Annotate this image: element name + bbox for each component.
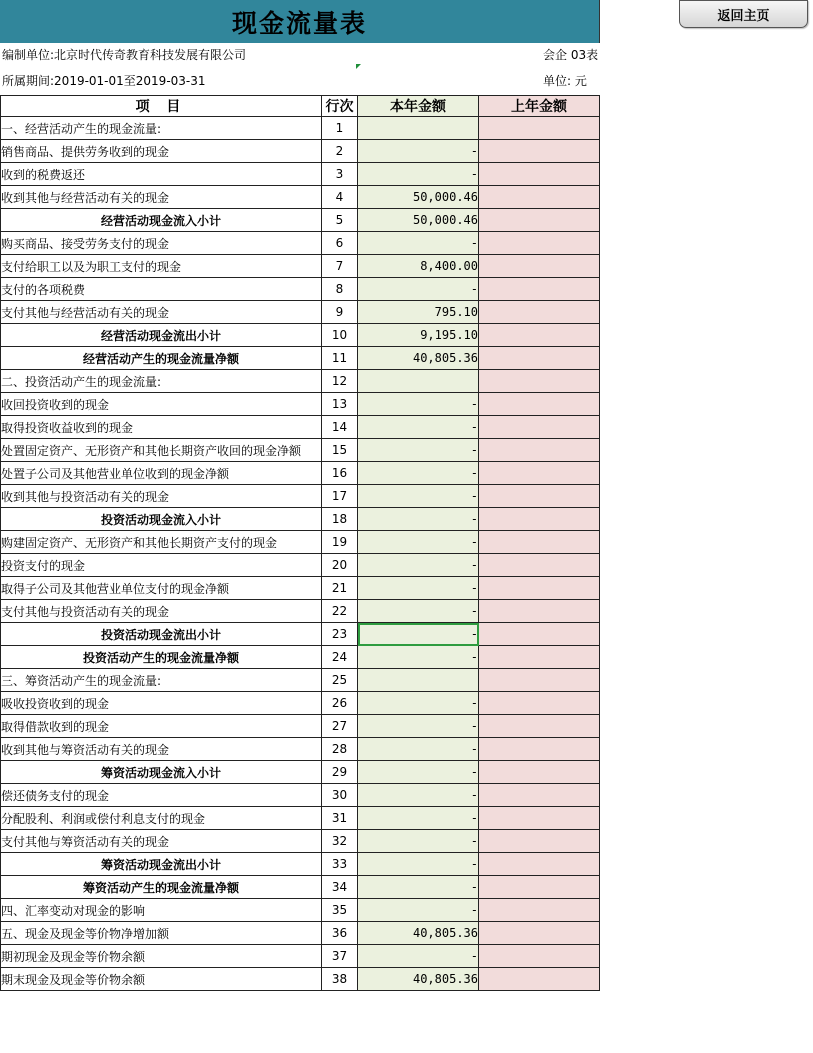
row-line-no[interactable]: 14 bbox=[322, 416, 358, 439]
table-row bbox=[1, 554, 600, 577]
row-line-no[interactable]: 32 bbox=[322, 830, 358, 853]
row-line-no[interactable]: 23 bbox=[322, 623, 358, 646]
row-item-label[interactable]: 销售商品、提供劳务收到的现金 bbox=[1, 140, 322, 163]
table-row bbox=[1, 485, 600, 508]
row-line-no[interactable]: 33 bbox=[322, 853, 358, 876]
row-current-amount[interactable]: - bbox=[358, 830, 479, 853]
row-current-amount[interactable]: 40,805.36 bbox=[358, 922, 479, 945]
row-prior-amount[interactable] bbox=[479, 669, 600, 692]
row-item-label[interactable]: 期初现金及现金等价物余额 bbox=[1, 945, 322, 968]
row-prior-amount[interactable] bbox=[479, 692, 600, 715]
table-row bbox=[1, 255, 600, 278]
row-current-amount[interactable]: - bbox=[358, 761, 479, 784]
row-item-label[interactable]: 收到其他与投资活动有关的现金 bbox=[1, 485, 322, 508]
row-prior-amount[interactable] bbox=[479, 462, 600, 485]
table-row bbox=[1, 370, 600, 393]
row-prior-amount[interactable] bbox=[479, 807, 600, 830]
table-row bbox=[1, 715, 600, 738]
table-row bbox=[1, 738, 600, 761]
row-prior-amount[interactable] bbox=[479, 508, 600, 531]
row-line-no[interactable]: 22 bbox=[322, 600, 358, 623]
row-current-amount[interactable]: - bbox=[358, 600, 479, 623]
row-item-label[interactable]: 收回投资收到的现金 bbox=[1, 393, 322, 416]
row-line-no[interactable]: 25 bbox=[322, 669, 358, 692]
row-prior-amount[interactable] bbox=[479, 370, 600, 393]
row-item-label[interactable]: 收到的税费返还 bbox=[1, 163, 322, 186]
row-item-label[interactable]: 四、汇率变动对现金的影响 bbox=[1, 899, 322, 922]
row-current-amount[interactable]: - bbox=[358, 646, 479, 669]
row-item-label[interactable]: 取得借款收到的现金 bbox=[1, 715, 322, 738]
row-current-amount[interactable]: - bbox=[358, 784, 479, 807]
table-row bbox=[1, 163, 600, 186]
row-prior-amount[interactable] bbox=[479, 945, 600, 968]
row-prior-amount[interactable] bbox=[479, 439, 600, 462]
cell-comment-marker bbox=[356, 64, 361, 69]
row-current-amount[interactable]: 795.10 bbox=[358, 301, 479, 324]
row-prior-amount[interactable] bbox=[479, 278, 600, 301]
table-row bbox=[1, 692, 600, 715]
row-current-amount[interactable]: - bbox=[358, 577, 479, 600]
row-prior-amount[interactable] bbox=[479, 761, 600, 784]
table-row bbox=[1, 830, 600, 853]
table-row bbox=[1, 117, 600, 140]
row-prior-amount[interactable] bbox=[479, 784, 600, 807]
table-row bbox=[1, 968, 600, 991]
table-row bbox=[1, 416, 600, 439]
row-current-amount[interactable]: - bbox=[358, 899, 479, 922]
row-line-no[interactable]: 1 bbox=[322, 117, 358, 140]
row-line-no[interactable]: 21 bbox=[322, 577, 358, 600]
currency-unit: 单位: 元 bbox=[543, 74, 587, 88]
row-current-amount[interactable]: - bbox=[358, 278, 479, 301]
row-line-no[interactable]: 20 bbox=[322, 554, 358, 577]
row-line-no[interactable]: 36 bbox=[322, 922, 358, 945]
row-item-label[interactable]: 五、现金及现金等价物净增加额 bbox=[1, 922, 322, 945]
table-row bbox=[1, 209, 600, 232]
row-current-amount[interactable]: - bbox=[358, 531, 479, 554]
row-item-label[interactable]: 经营活动现金流出小计 bbox=[1, 324, 322, 347]
table-row bbox=[1, 669, 600, 692]
row-item-label[interactable]: 处置子公司及其他营业单位收到的现金净额 bbox=[1, 462, 322, 485]
row-prior-amount[interactable] bbox=[479, 922, 600, 945]
row-prior-amount[interactable] bbox=[479, 393, 600, 416]
table-row bbox=[1, 761, 600, 784]
row-item-label[interactable]: 购买商品、接受劳务支付的现金 bbox=[1, 232, 322, 255]
row-line-no[interactable]: 24 bbox=[322, 646, 358, 669]
row-line-no[interactable]: 18 bbox=[322, 508, 358, 531]
row-current-amount[interactable]: - bbox=[358, 140, 479, 163]
row-item-label[interactable]: 筹资活动产生的现金流量净额 bbox=[1, 876, 322, 899]
header-prior-year: 上年金额 bbox=[479, 96, 600, 117]
row-prior-amount[interactable] bbox=[479, 531, 600, 554]
row-line-no[interactable]: 7 bbox=[322, 255, 358, 278]
row-line-no[interactable]: 31 bbox=[322, 807, 358, 830]
row-prior-amount[interactable] bbox=[479, 416, 600, 439]
table-row bbox=[1, 232, 600, 255]
header-current-year: 本年金额 bbox=[358, 96, 479, 117]
row-line-no[interactable]: 38 bbox=[322, 968, 358, 991]
row-item-label[interactable]: 经营活动产生的现金流量净额 bbox=[1, 347, 322, 370]
row-prior-amount[interactable] bbox=[479, 600, 600, 623]
table-row bbox=[1, 186, 600, 209]
row-item-label[interactable]: 吸收投资收到的现金 bbox=[1, 692, 322, 715]
row-line-no[interactable]: 28 bbox=[322, 738, 358, 761]
row-line-no[interactable]: 5 bbox=[322, 209, 358, 232]
row-prior-amount[interactable] bbox=[479, 646, 600, 669]
row-item-label[interactable]: 取得投资收益收到的现金 bbox=[1, 416, 322, 439]
row-current-amount[interactable] bbox=[358, 117, 479, 140]
row-item-label[interactable]: 支付其他与筹资活动有关的现金 bbox=[1, 830, 322, 853]
row-current-amount[interactable]: 40,805.36 bbox=[358, 347, 479, 370]
row-item-label[interactable]: 购建固定资产、无形资产和其他长期资产支付的现金 bbox=[1, 531, 322, 554]
row-line-no[interactable]: 2 bbox=[322, 140, 358, 163]
row-item-label[interactable]: 取得子公司及其他营业单位支付的现金净额 bbox=[1, 577, 322, 600]
table-row bbox=[1, 140, 600, 163]
row-prior-amount[interactable] bbox=[479, 485, 600, 508]
row-item-label[interactable]: 三、筹资活动产生的现金流量: bbox=[1, 669, 322, 692]
row-line-no[interactable]: 37 bbox=[322, 945, 358, 968]
row-current-amount[interactable]: - bbox=[358, 554, 479, 577]
row-line-no[interactable]: 9 bbox=[322, 301, 358, 324]
row-current-amount[interactable] bbox=[358, 669, 479, 692]
row-prior-amount[interactable] bbox=[479, 899, 600, 922]
row-prior-amount[interactable] bbox=[479, 140, 600, 163]
reporting-period: 所属期间:2019-01-01至2019-03-31 bbox=[2, 74, 206, 88]
table-row bbox=[1, 462, 600, 485]
row-line-no[interactable]: 35 bbox=[322, 899, 358, 922]
row-prior-amount[interactable] bbox=[479, 301, 600, 324]
row-prior-amount[interactable] bbox=[479, 117, 600, 140]
row-item-label[interactable]: 偿还债务支付的现金 bbox=[1, 784, 322, 807]
table-row bbox=[1, 508, 600, 531]
table-row bbox=[1, 531, 600, 554]
row-prior-amount[interactable] bbox=[479, 163, 600, 186]
row-line-no[interactable]: 19 bbox=[322, 531, 358, 554]
row-item-label[interactable]: 分配股利、利润或偿付利息支付的现金 bbox=[1, 807, 322, 830]
row-item-label[interactable]: 支付其他与经营活动有关的现金 bbox=[1, 301, 322, 324]
row-line-no[interactable]: 16 bbox=[322, 462, 358, 485]
table-row bbox=[1, 347, 600, 370]
row-item-label[interactable]: 支付给职工以及为职工支付的现金 bbox=[1, 255, 322, 278]
header-line-no: 行次 bbox=[322, 96, 358, 117]
row-prior-amount[interactable] bbox=[479, 324, 600, 347]
row-item-label[interactable]: 支付的各项税费 bbox=[1, 278, 322, 301]
row-current-amount[interactable]: - bbox=[358, 163, 479, 186]
row-item-label[interactable]: 收到其他与经营活动有关的现金 bbox=[1, 186, 322, 209]
table-row bbox=[1, 600, 600, 623]
row-line-no[interactable]: 12 bbox=[322, 370, 358, 393]
row-current-amount[interactable]: 50,000.46 bbox=[358, 209, 479, 232]
row-prior-amount[interactable] bbox=[479, 255, 600, 278]
row-line-no[interactable]: 4 bbox=[322, 186, 358, 209]
form-code: 会企 03表 bbox=[543, 48, 599, 62]
table-row bbox=[1, 899, 600, 922]
row-current-amount[interactable]: - bbox=[358, 623, 479, 646]
row-line-no[interactable]: 8 bbox=[322, 278, 358, 301]
row-current-amount[interactable]: - bbox=[358, 416, 479, 439]
table-row bbox=[1, 784, 600, 807]
row-prior-amount[interactable] bbox=[479, 554, 600, 577]
row-prior-amount[interactable] bbox=[479, 209, 600, 232]
row-current-amount[interactable]: - bbox=[358, 232, 479, 255]
row-line-no[interactable]: 15 bbox=[322, 439, 358, 462]
row-item-label[interactable]: 支付其他与投资活动有关的现金 bbox=[1, 600, 322, 623]
table-row bbox=[1, 301, 600, 324]
row-item-label[interactable]: 筹资活动现金流出小计 bbox=[1, 853, 322, 876]
row-line-no[interactable]: 17 bbox=[322, 485, 358, 508]
table-row bbox=[1, 324, 600, 347]
row-prior-amount[interactable] bbox=[479, 715, 600, 738]
row-item-label[interactable]: 收到其他与筹资活动有关的现金 bbox=[1, 738, 322, 761]
row-current-amount[interactable]: - bbox=[358, 485, 479, 508]
row-current-amount[interactable]: - bbox=[358, 715, 479, 738]
row-current-amount[interactable]: - bbox=[358, 945, 479, 968]
row-current-amount[interactable]: - bbox=[358, 508, 479, 531]
row-current-amount[interactable]: - bbox=[358, 439, 479, 462]
row-current-amount[interactable]: - bbox=[358, 876, 479, 899]
table-header-row bbox=[1, 96, 600, 117]
row-item-label[interactable]: 一、经营活动产生的现金流量: bbox=[1, 117, 322, 140]
row-prior-amount[interactable] bbox=[479, 968, 600, 991]
row-line-no[interactable]: 26 bbox=[322, 692, 358, 715]
row-item-label[interactable]: 投资活动现金流入小计 bbox=[1, 508, 322, 531]
table-row bbox=[1, 623, 600, 646]
table-row bbox=[1, 577, 600, 600]
table-row bbox=[1, 853, 600, 876]
row-prior-amount[interactable] bbox=[479, 577, 600, 600]
row-current-amount[interactable]: - bbox=[358, 393, 479, 416]
row-current-amount[interactable] bbox=[358, 370, 479, 393]
row-prior-amount[interactable] bbox=[479, 738, 600, 761]
row-prior-amount[interactable] bbox=[479, 830, 600, 853]
row-line-no[interactable]: 27 bbox=[322, 715, 358, 738]
row-line-no[interactable]: 11 bbox=[322, 347, 358, 370]
row-item-label[interactable]: 二、投资活动产生的现金流量: bbox=[1, 370, 322, 393]
row-item-label[interactable]: 投资活动现金流出小计 bbox=[1, 623, 322, 646]
table-row bbox=[1, 439, 600, 462]
row-prior-amount[interactable] bbox=[479, 232, 600, 255]
table-row bbox=[1, 807, 600, 830]
row-item-label[interactable]: 处置固定资产、无形资产和其他长期资产收回的现金净额 bbox=[1, 439, 322, 462]
row-line-no[interactable]: 13 bbox=[322, 393, 358, 416]
table-row bbox=[1, 646, 600, 669]
row-current-amount[interactable]: - bbox=[358, 692, 479, 715]
row-item-label[interactable]: 期末现金及现金等价物余额 bbox=[1, 968, 322, 991]
row-item-label[interactable]: 投资支付的现金 bbox=[1, 554, 322, 577]
row-current-amount[interactable]: - bbox=[358, 462, 479, 485]
row-current-amount[interactable]: 8,400.00 bbox=[358, 255, 479, 278]
row-line-no[interactable]: 34 bbox=[322, 876, 358, 899]
row-prior-amount[interactable] bbox=[479, 623, 600, 646]
table-row bbox=[1, 922, 600, 945]
row-prior-amount[interactable] bbox=[479, 347, 600, 370]
table-row bbox=[1, 393, 600, 416]
row-line-no[interactable]: 3 bbox=[322, 163, 358, 186]
row-item-label[interactable]: 投资活动产生的现金流量净额 bbox=[1, 646, 322, 669]
row-current-amount[interactable]: 9,195.10 bbox=[358, 324, 479, 347]
row-current-amount[interactable]: - bbox=[358, 853, 479, 876]
header-item: 项 目 bbox=[1, 96, 322, 117]
row-current-amount[interactable]: - bbox=[358, 738, 479, 761]
row-line-no[interactable]: 6 bbox=[322, 232, 358, 255]
cash-flow-table bbox=[0, 95, 600, 991]
table-row bbox=[1, 278, 600, 301]
table-row bbox=[1, 945, 600, 968]
table-row bbox=[1, 876, 600, 899]
row-line-no[interactable]: 10 bbox=[322, 324, 358, 347]
row-prior-amount[interactable] bbox=[479, 876, 600, 899]
row-item-label[interactable]: 筹资活动现金流入小计 bbox=[1, 761, 322, 784]
row-prior-amount[interactable] bbox=[479, 853, 600, 876]
row-prior-amount[interactable] bbox=[479, 186, 600, 209]
row-current-amount[interactable]: 50,000.46 bbox=[358, 186, 479, 209]
back-to-home-button[interactable]: 返回主页 bbox=[679, 0, 808, 28]
row-current-amount[interactable]: - bbox=[358, 807, 479, 830]
row-item-label[interactable]: 经营活动现金流入小计 bbox=[1, 209, 322, 232]
company-name: 编制单位:北京时代传奇教育科技发展有限公司 bbox=[2, 48, 247, 62]
row-line-no[interactable]: 29 bbox=[322, 761, 358, 784]
row-current-amount[interactable]: 40,805.36 bbox=[358, 968, 479, 991]
row-line-no[interactable]: 30 bbox=[322, 784, 358, 807]
report-title: 现金流量表 bbox=[0, 0, 600, 43]
